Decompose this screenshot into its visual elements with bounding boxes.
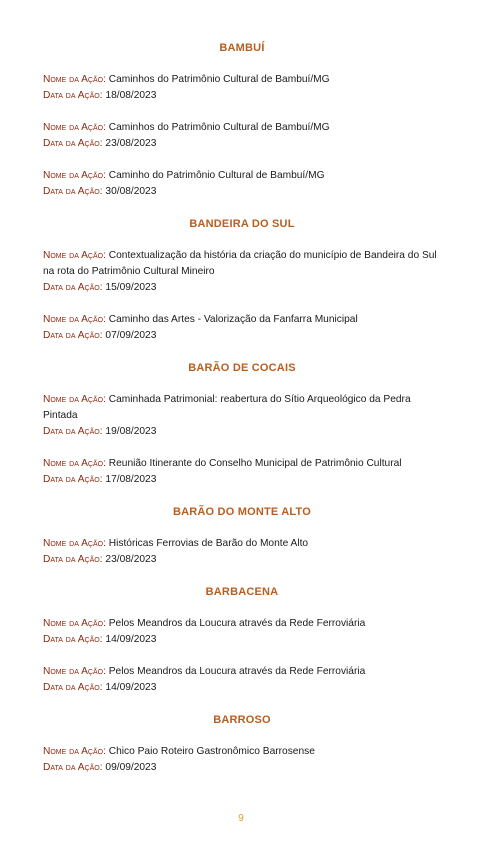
action-name-label: Nome da Ação: [43, 250, 106, 261]
action-name-label: Nome da Ação: [43, 618, 106, 629]
page-number: 9 [238, 813, 244, 824]
section-heading: BARBACENA [205, 586, 279, 598]
action-date-value: 23/08/2023 [105, 138, 157, 149]
action-name-label: Nome da Ação: [43, 170, 106, 181]
action-name-value: Históricas Ferrovias de Barão do Monte Alto [108, 538, 309, 549]
action-name-value: Caminho do Patrimônio Cultural de Bambuí/MG [108, 170, 325, 181]
action-date-label: Data da Ação: [43, 426, 103, 437]
action-date-value: 07/09/2023 [105, 330, 157, 341]
section-heading: BARROSO [213, 714, 271, 726]
action-date-label: Data da Ação: [43, 554, 103, 565]
action-name-label: Nome da Ação: [43, 394, 106, 405]
action-name-label: Nome da Ação: [43, 666, 106, 677]
action-date-line [43, 760, 441, 776]
action-name-value: Caminhos do Patrimônio Cultural de Bambuí/MG [108, 74, 330, 85]
action-name-line [43, 72, 441, 88]
action-name-line [43, 248, 441, 280]
action-date-value: 18/08/2023 [105, 90, 157, 101]
action-name-label: Nome da Ação: [43, 538, 106, 549]
action-entry [43, 312, 441, 344]
action-date-line [43, 328, 441, 344]
action-name-line [43, 456, 441, 472]
action-entry [43, 616, 441, 648]
sections-list [43, 40, 441, 792]
action-date-value: 14/09/2023 [105, 682, 157, 693]
section [43, 360, 441, 488]
action-date-line [43, 136, 441, 152]
action-name-value: Chico Paio Roteiro Gastronômico Barrosense [108, 746, 315, 757]
action-date-label: Data da Ação: [43, 682, 103, 693]
action-date-line [43, 472, 441, 488]
action-name-line [43, 536, 441, 552]
action-name-value: Reunião Itinerante do Conselho Municipal de Patrimônio Cultural [108, 458, 402, 469]
action-entry [43, 536, 441, 568]
action-name-line [43, 392, 441, 424]
action-date-value: 17/08/2023 [105, 474, 157, 485]
action-date-line [43, 280, 441, 296]
section-heading: BARÃO DO MONTE ALTO [172, 506, 312, 518]
action-entry [43, 72, 441, 104]
action-date-line [43, 680, 441, 696]
action-date-line [43, 632, 441, 648]
action-entry [43, 744, 441, 776]
action-name-line [43, 616, 441, 632]
section [43, 216, 441, 344]
action-name-label: Nome da Ação: [43, 458, 106, 469]
action-name-line [43, 168, 441, 184]
action-entry [43, 120, 441, 152]
section [43, 584, 441, 696]
action-date-label: Data da Ação: [43, 186, 103, 197]
action-name-line [43, 120, 441, 136]
action-date-label: Data da Ação: [43, 762, 103, 773]
action-name-label: Nome da Ação: [43, 746, 106, 757]
section [43, 712, 441, 776]
action-date-value: 09/09/2023 [105, 762, 157, 773]
section-heading: BAMBUÍ [219, 42, 265, 54]
section-heading: BANDEIRA DO SUL [189, 218, 295, 230]
action-entry [43, 456, 441, 488]
action-name-line [43, 664, 441, 680]
action-entry [43, 248, 441, 296]
action-entry [43, 392, 441, 440]
action-name-value: Caminhada Patrimonial: reabertura do Sítio Arqueológico da Pedra Pintada [43, 394, 411, 421]
action-name-line [43, 312, 441, 328]
action-date-value: 30/08/2023 [105, 186, 157, 197]
action-entry [43, 664, 441, 696]
action-date-label: Data da Ação: [43, 138, 103, 149]
action-date-line [43, 424, 441, 440]
action-date-value: 23/08/2023 [105, 554, 157, 565]
action-name-label: Nome da Ação: [43, 122, 106, 133]
action-name-label: Nome da Ação: [43, 314, 106, 325]
action-name-label: Nome da Ação: [43, 74, 106, 85]
action-date-value: 15/09/2023 [105, 282, 157, 293]
action-date-value: 19/08/2023 [105, 426, 157, 437]
section [43, 40, 441, 200]
action-name-value: Pelos Meandros da Loucura através da Rede Ferroviária [108, 618, 366, 629]
action-date-label: Data da Ação: [43, 474, 103, 485]
action-name-value: Caminhos do Patrimônio Cultural de Bambuí/MG [108, 122, 330, 133]
action-date-value: 14/09/2023 [105, 634, 157, 645]
action-name-value: Contextualização da história da criação do município de Bandeira do Sul na rota do Patrimônio Cultural Mineiro [43, 250, 437, 277]
section [43, 504, 441, 568]
action-entry [43, 168, 441, 200]
action-name-line [43, 744, 441, 760]
action-name-value: Caminho das Artes - Valorização da Fanfarra Municipal [108, 314, 358, 325]
action-date-line [43, 552, 441, 568]
action-date-label: Data da Ação: [43, 90, 103, 101]
section-heading: BARÃO DE COCAIS [188, 362, 296, 374]
action-date-label: Data da Ação: [43, 330, 103, 341]
action-date-line [43, 184, 441, 200]
action-date-line [43, 88, 441, 104]
action-date-label: Data da Ação: [43, 282, 103, 293]
action-date-label: Data da Ação: [43, 634, 103, 645]
action-name-value: Pelos Meandros da Loucura através da Rede Ferroviária [108, 666, 366, 677]
